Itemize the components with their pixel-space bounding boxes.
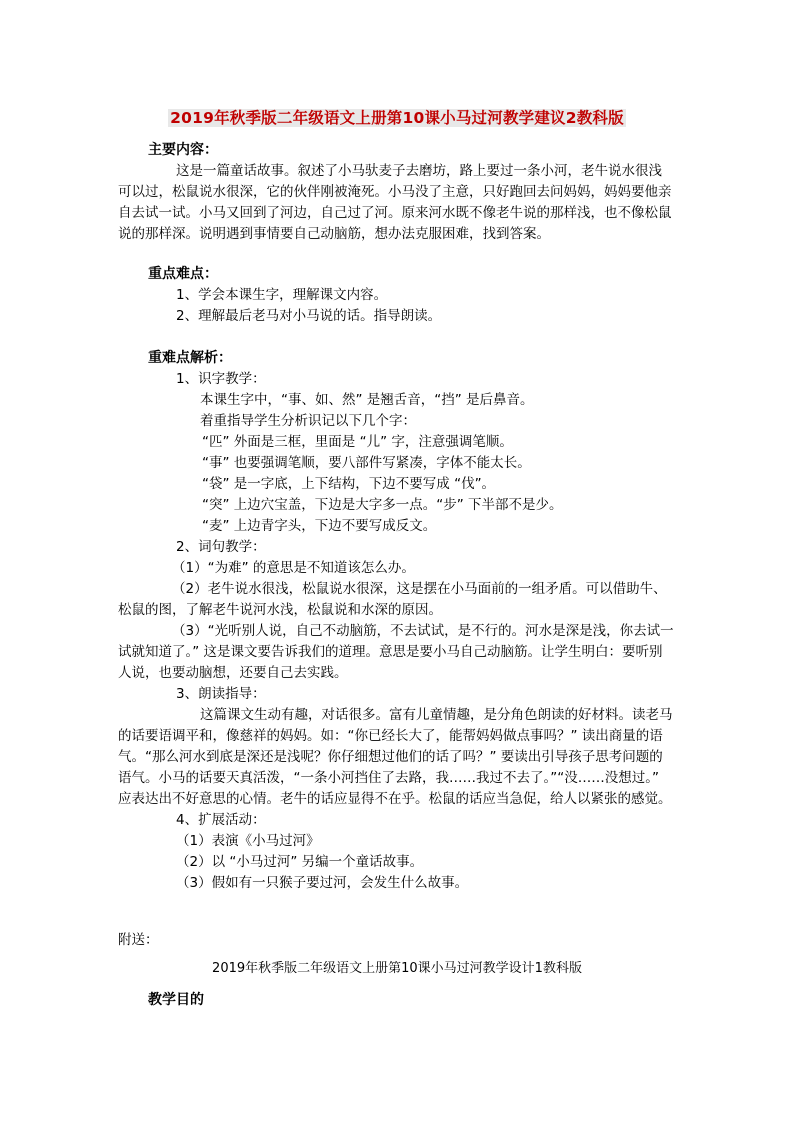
analysis-s1-line: “袋” 是一字底，上下结构，下边不要写成 “伐”。: [202, 476, 496, 492]
analysis-s2-title: 2、词句教学：: [176, 539, 266, 555]
document-title: [0, 106, 794, 128]
analysis-s1-line: “匹” 外面是三框，里面是 “儿” 字，注意强调笔顺。: [202, 434, 513, 450]
key-point-item: 2、理解最后老马对小马说的话。指导朗读。: [176, 308, 442, 324]
analysis-s2-item: （3）“光听别人说，自己不动脑筋，不去试试，是不行的。河水是深是浅，你去试一试就知道了。” 这是课文要告诉我们的道理。意思是要小马自己动脑筋。让学生明白：要听别人说，也要动脑想，还要自己去实践。: [118, 623, 674, 681]
appendix-heading: 教学目的: [148, 992, 204, 1008]
appendix-label: 附送：: [118, 932, 159, 948]
analysis-s1-line: “事” 也要强调笔顺，要八部件写紧凑，字体不能太长。: [202, 455, 531, 471]
main-content-heading: 主要内容：: [148, 142, 218, 158]
key-point-item: 1、学会本课生字，理解课文内容。: [176, 287, 388, 303]
analysis-s3-title: 3、朗读指导：: [176, 686, 266, 702]
analysis-s1-title: 1、识字教学：: [176, 371, 266, 387]
analysis-s1-line: “突” 上边穴宝盖，下边是大字多一点。“步” 下半部不是少。: [202, 497, 563, 513]
appendix-subtitle: 2019年秋季版二年级语文上册第10课小马过河教学设计1教科版: [212, 961, 582, 976]
analysis-section: [118, 348, 674, 894]
analysis-s2-item: （2）老牛说水很浅，松鼠说水很深，这是摆在小马面前的一组矛盾。可以借助牛、松鼠的图，了解老牛说河水浅，松鼠说和水深的原因。: [118, 581, 667, 618]
analysis-s4-item: （1）表演《小马过河》: [176, 833, 320, 849]
analysis-s4-item: （2）以 “小马过河” 另编一个童话故事。: [176, 854, 424, 870]
analysis-s1-line: 本课生字中，“事、如、然” 是翘舌音，“挡” 是后鼻音。: [200, 392, 534, 408]
key-points-section: [118, 264, 674, 327]
analysis-s1-line: 着重指导学生分析识记以下几个字：: [200, 413, 416, 429]
analysis-s2-item: （1）“为难” 的意思是不知道该怎么办。: [172, 560, 415, 576]
analysis-heading: 重难点解析：: [148, 350, 232, 366]
analysis-s1-line: “麦” 上边青字头，下边不要写成反文。: [202, 518, 437, 534]
title-text: 2019年秋季版二年级语文上册第10课小马过河教学建议2教科版: [170, 109, 624, 127]
analysis-s4-item: （3）假如有一只猴子要过河，会发生什么故事。: [176, 875, 469, 891]
analysis-s3-text: 这篇课文生动有趣，对话很多。富有儿童情趣，是分角色朗读的好材料。读老马的话要语调平和，像慈祥的妈妈。如：“你已经长大了，能帮妈妈做点事吗？” 读出商量的语气。“那么河水到底是深还是浅呢？你仔细想过他们的话了吗？” 要读出引导孩子思考问题的语气。小马的话要天真活泼，“一条小河挡住了去路，我……我过不去了。”“没……没想过。” 应表达出不好意思的心情。老牛的话应显得不在乎。松鼠的话应当急促，给人以紧张的感觉。: [118, 707, 673, 807]
main-content-section: [118, 140, 674, 245]
analysis-s4-title: 4、扩展活动：: [176, 812, 266, 828]
key-points-heading: 重点难点：: [148, 266, 218, 282]
main-content-text: 这是一篇童话故事。叙述了小马驮麦子去磨坊，路上要过一条小河，老牛说水很浅可以过，松鼠说水很深，它的伙伴刚被淹死。小马没了主意，只好跑回去问妈妈，妈妈要他亲自去试一试。小马又回到了河边，自己过了河。原来河水既不像老牛说的那样浅，也不像松鼠说的那样深。说明遇到事情要自己动脑筋，想办法克服困难，找到答案。: [118, 163, 672, 242]
